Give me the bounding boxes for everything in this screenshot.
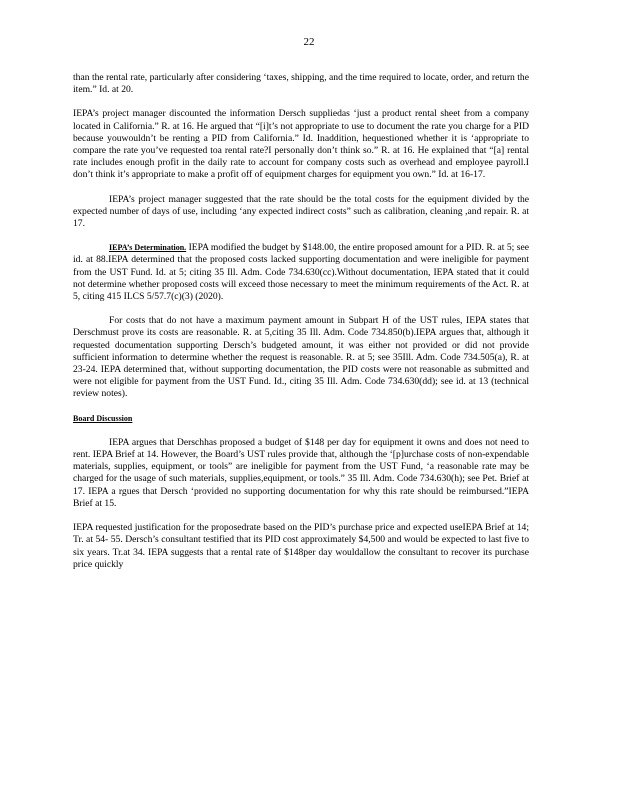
iepa-determination-text: IEPA modified the budget by $148.00, the entire proposed amount for a PID. R. at 5; see id. at 88.IEPA determined that the proposed costs lacked supporting documentation and were ineligible for payment from the UST Fund. Id. at 5; citing 35 Ill. Adm. Code 734.630(cc).Without documentation, IEPA stated that it could not determine whether proposed costs will exceed those necessary to meet the minimum requirements of the Act. R. at 5, citing 415 ILCS 5/57.7(c)(3) (2020). <box>73 242 529 303</box>
paragraph-reasonable-costs: For costs that do not have a maximum payment amount in Subpart H of the UST rules, IEPA states that Derschmust prove its costs are reasonable. R. at 5,citing 35 Ill. Adm. Code 734.850(b).IEPA argues that, although it requested documentation supporting Dersch’s budgeted amount, it was either not provided or did not provide sufficient information to determine whether the request is reasonable. R. at 5; see 35Ill. Adm. Code 734.505(a), R. at 23-24. IEPA determined that, without supporting documentation, the PID costs were not reasonable as submitted and were not eligible for payment from the UST Fund. Id., citing 35 Ill. Adm. Code 734.630(dd); see id. at 13 (technical review notes). <box>73 315 529 400</box>
paragraph-board-justification: IEPA requested justification for the proposedrate based on the PID’s purchase price and expected useIEPA Brief at 14; Tr. at 54- 55. Dersch’s consultant testified that its PID cost approximately $4,500 and would be expected to last five to six years. Tr.at 34. IEPA suggests that a rental rate of $148per day wouldallow the consultant to recover its purchase price quickly <box>73 522 529 570</box>
paragraph-board-equipment-rate: IEPA argues that Derschhas proposed a budget of $148 per day for equipment it owns and does not need to rent. IEPA Brief at 14. However, the Board’s UST rules provide that, although the ‘[p]urchase costs of non-expendable materials, supplies, equipment, or tools” are ineligible for payment from the UST Fund, ‘a reasonable rate may be charged for the usage of such materials, supplies,equipment, or tools.” 35 Ill. Adm. Code 734.630(h); see Pet. Brief at 17. IEPA a rgues that Dersch ‘provided no supporting documentation for why this rate should be reimbursed.”IEPA Brief at 15. <box>73 436 529 509</box>
paragraph-iepa-determination <box>73 242 529 303</box>
paragraph-project-manager-suggested: IEPA’s project manager suggested that the rate should be the total costs for the equipment divided by the expected number of days of use, including ‘any expected indirect costs” such as calibration, cleaning ,and repair. R. at 17. <box>73 193 529 230</box>
board-discussion-heading: Board Discussion <box>73 413 133 423</box>
iepa-determination-heading: IEPA’s Determination. <box>109 243 187 253</box>
page-number: 22 <box>303 36 315 48</box>
document-body <box>73 72 529 583</box>
paragraph-rental-rate-continuation: than the rental rate, particularly after considering ‘taxes, shipping, and the time required to locate, order, and return the item.” Id. at 20. <box>73 72 529 96</box>
paragraph-project-manager-discounted: IEPA’s project manager discounted the information Dersch suppliedas ‘just a product rental sheet from a company located in California.” R. at 16. He argued that “[i]t’s not appropriate to use to document the rate you charge for a PID because youwouldn’t be renting a PID from California.” Id. Inaddition, hequestioned whether it is ‘appropriate to compare the rate you’ve requested toa rental rate?I personally don’t think so.” R. at 16. He explained that “[a] rental rate includes enough profit in the daily rate to account for company costs such as overhead and employee payroll.I don’t think it’s appropriate to make a profit off of equipment charges for equipment you own.” Id. at 16-17. <box>73 108 529 181</box>
